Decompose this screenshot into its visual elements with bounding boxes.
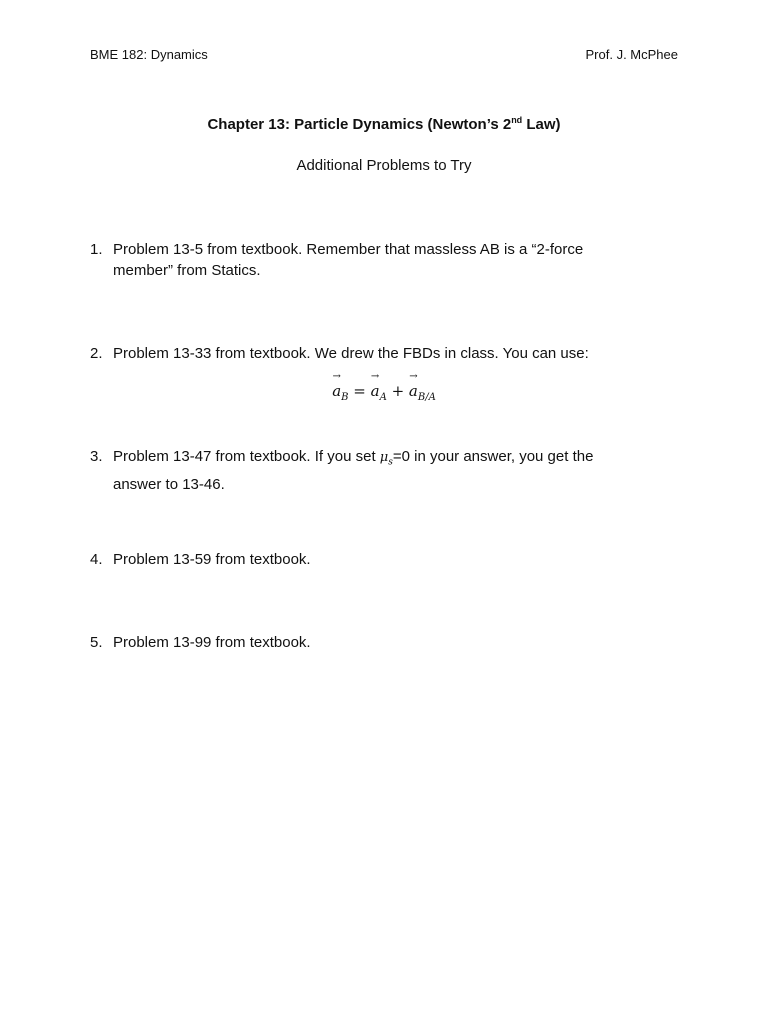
instructor-header: Prof. J. McPhee <box>585 47 678 62</box>
list-item <box>90 446 670 495</box>
title-main: Chapter 13: Particle Dynamics (Newton’s 2 <box>207 116 512 133</box>
course-header: BME 182: Dynamics <box>90 47 208 62</box>
equals-sign: = <box>348 382 371 400</box>
item-number: 4. <box>90 551 103 568</box>
list-item <box>90 549 670 570</box>
acceleration-equation <box>0 382 768 403</box>
item-text-line: answer to 13-46. <box>113 475 225 493</box>
plus-sign: + <box>386 382 409 400</box>
list-item <box>90 343 670 364</box>
item-text-line: member” from Statics. <box>113 262 261 279</box>
list-item <box>90 632 670 653</box>
item-text-line: Problem 13-47 from textbook. If you set $\mu_s=0$ in your answer, you get the <box>113 448 594 468</box>
item-text-line: Problem 13-5 from textbook. Remember that massless AB is a “2-force <box>113 241 584 258</box>
equation-subscript: A <box>379 392 387 403</box>
item-number: 5. <box>90 634 103 651</box>
page-title <box>0 115 768 133</box>
item-text-line: Problem 13-59 from textbook. <box>113 551 311 568</box>
list-item <box>90 239 670 281</box>
item-number: 2. <box>90 345 103 362</box>
page-subtitle: Additional Problems to Try <box>296 157 472 174</box>
equation-subscript: B/A <box>417 392 436 403</box>
item-number: 1. <box>90 241 103 258</box>
vector-a: → a <box>409 382 418 400</box>
item-number: 3. <box>90 448 103 465</box>
vector-a: → a <box>332 382 341 400</box>
vector-a: → a <box>371 382 380 400</box>
mu-symbol: $\mu_s$ <box>379 450 393 468</box>
equation-subscript: B <box>341 392 349 403</box>
title-end: Law) <box>522 116 561 133</box>
item-text-line: Problem 13-33 from textbook. We drew the FBDs in class. You can use: <box>113 345 589 362</box>
item-text-line: Problem 13-99 from textbook. <box>113 634 311 651</box>
title-superscript: nd <box>511 115 523 125</box>
